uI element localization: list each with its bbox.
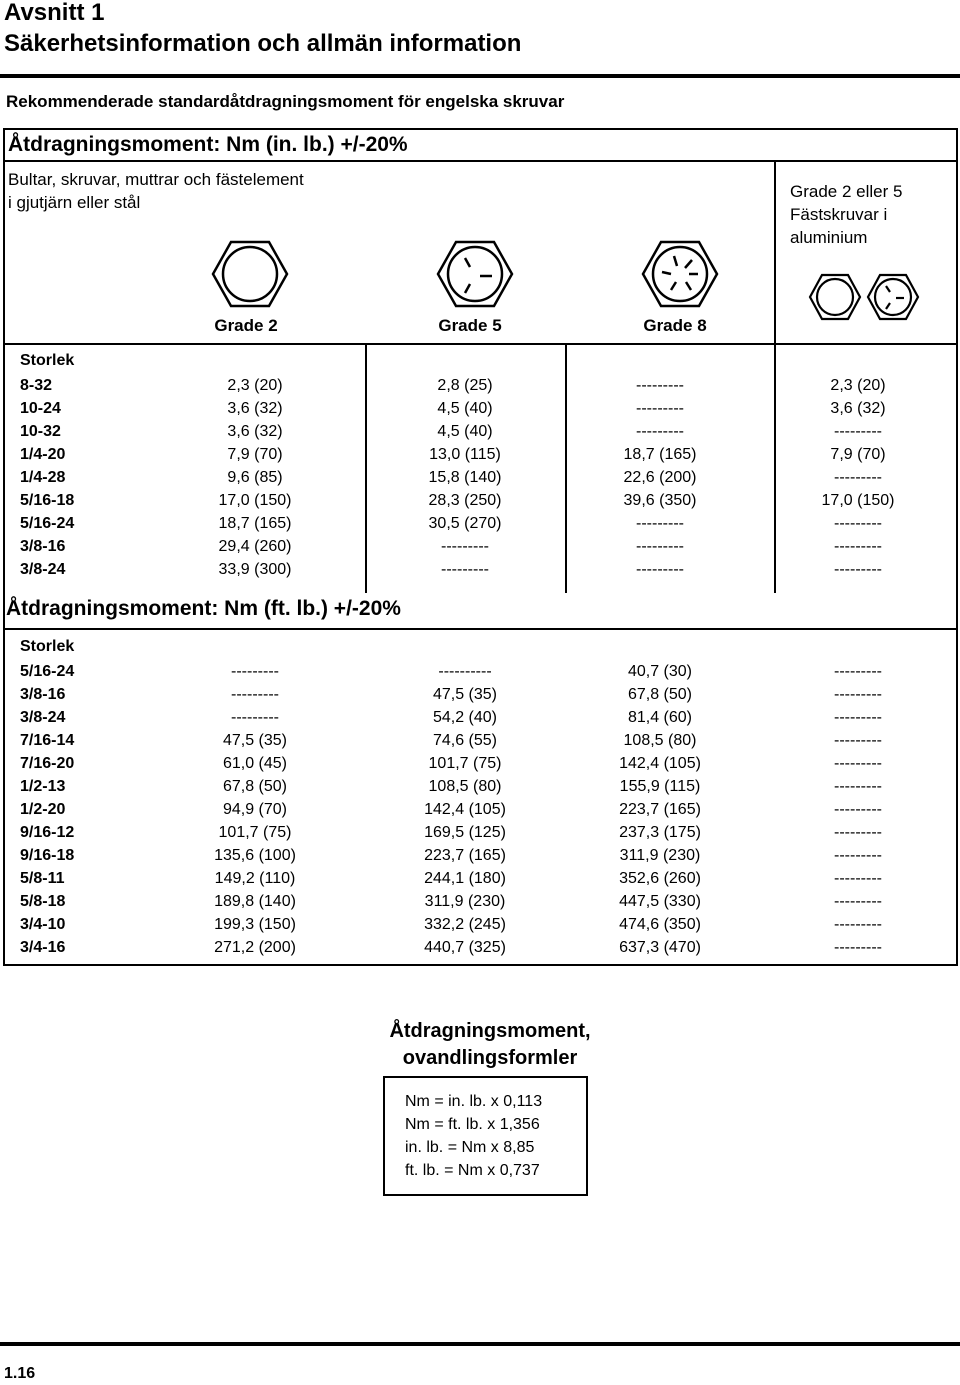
torque-cell: 74,6 (55) (432, 732, 498, 749)
torque-cell: --------- (636, 538, 684, 555)
torque-cell: 142,4 (105) (619, 755, 701, 772)
aluminium-grade-2-bolt-head-icon (808, 272, 862, 322)
size-cell: 1/2-13 (20, 778, 66, 795)
torque-cell: 637,3 (470) (619, 939, 701, 956)
torque-cell: 13,0 (115) (429, 446, 501, 463)
torque-cell: --------- (834, 801, 882, 818)
table-row (0, 558, 960, 581)
size-cell: 5/16-24 (20, 515, 75, 532)
torque-cell: ---------- (438, 663, 492, 680)
table-row (0, 374, 960, 397)
size-column-header: Storlek (20, 352, 75, 369)
torque-cell: 311,9 (230) (424, 893, 506, 910)
torque-cell: 15,8 (140) (428, 469, 502, 486)
torque-cell: 47,5 (35) (432, 686, 498, 703)
size-cell: 5/16-18 (20, 492, 75, 509)
size-cell: 8-32 (20, 377, 53, 394)
size-cell: 3/4-10 (20, 916, 66, 933)
size-cell: 3/8-16 (20, 686, 66, 703)
torque-cell: 3,6 (32) (227, 400, 283, 417)
conversion-formulas-box (383, 1076, 588, 1196)
torque-cell: --------- (636, 515, 684, 532)
torque-cell: --------- (441, 538, 489, 555)
torque-cell: --------- (834, 732, 882, 749)
torque-cell: 223,7 (165) (619, 801, 701, 818)
torque-cell: 447,5 (330) (619, 893, 701, 910)
grade-8-label: Grade 8 (643, 316, 707, 335)
table-row (0, 936, 960, 959)
table-row (0, 512, 960, 535)
torque-cell: --------- (231, 709, 279, 726)
section-title: Säkerhetsinformation och allmän information (4, 30, 522, 57)
page-number: 1.16 (4, 1365, 36, 1382)
torque-cell: --------- (636, 423, 684, 440)
torque-cell: 199,3 (150) (214, 916, 296, 933)
size-cell: 9/16-12 (20, 824, 75, 841)
table-row (0, 844, 960, 867)
torque-cell: --------- (834, 916, 882, 933)
size-cell: 3/8-24 (20, 561, 66, 578)
torque-cell: --------- (834, 538, 882, 555)
torque-cell: --------- (636, 400, 684, 417)
conversion-formulas-title (330, 1018, 650, 1072)
grade-8-bolt-head-icon (640, 238, 720, 310)
torque-cell: 108,5 (80) (623, 732, 697, 749)
torque-cell: 142,4 (105) (424, 801, 506, 818)
torque-cell: --------- (834, 870, 882, 887)
torque-cell: 223,7 (165) (424, 847, 506, 864)
torque-cell: 30,5 (270) (428, 515, 502, 532)
size-cell: 1/4-28 (20, 469, 66, 486)
aluminium-header-line2: Fästskruvar i (790, 205, 888, 224)
formula-line: Nm = in. lb. x 0,113 (405, 1093, 543, 1110)
table-row (0, 821, 960, 844)
divider (3, 628, 958, 630)
torque-cell: 81,4 (60) (627, 709, 693, 726)
torque-cell: --------- (834, 515, 882, 532)
table-row (0, 729, 960, 752)
formula-line: ft. lb. = Nm x 0,737 (405, 1162, 540, 1179)
torque-cell: 135,6 (100) (214, 847, 296, 864)
grade-5-label: Grade 5 (438, 316, 502, 335)
torque-cell: --------- (834, 561, 882, 578)
torque-cell: 352,6 (260) (619, 870, 701, 887)
torque-cell: 271,2 (200) (214, 939, 296, 956)
table-row (0, 660, 960, 683)
size-cell: 5/8-11 (20, 870, 65, 887)
torque-cell: 9,6 (85) (227, 469, 283, 486)
torque-cell: --------- (834, 663, 882, 680)
aluminium-grade-5-bolt-head-icon (866, 272, 920, 322)
grade-2-bolt-head-icon (210, 238, 290, 310)
size-cell: 3/4-16 (20, 939, 66, 956)
table-row (0, 890, 960, 913)
torque-cell: 40,7 (30) (627, 663, 693, 680)
torque-cell: 101,7 (75) (218, 824, 292, 841)
size-cell: 10-32 (20, 423, 61, 440)
size-cell: 3/8-16 (20, 538, 66, 555)
table-row (0, 752, 960, 775)
size-cell: 7/16-20 (20, 755, 75, 772)
torque-cell: 17,0 (150) (821, 492, 895, 509)
torque-cell: 18,7 (165) (218, 515, 292, 532)
torque-cell: --------- (636, 561, 684, 578)
torque-cell: 7,9 (70) (830, 446, 886, 463)
torque-cell: --------- (834, 423, 882, 440)
torque-cell: 28,3 (250) (428, 492, 502, 509)
table-row (0, 397, 960, 420)
table-row (0, 443, 960, 466)
torque-cell: 3,6 (32) (227, 423, 283, 440)
size-column-header: Storlek (20, 638, 75, 655)
torque-cell: --------- (636, 377, 684, 394)
divider (3, 343, 958, 345)
size-cell: 5/8-18 (20, 893, 66, 910)
torque-cell: 189,8 (140) (214, 893, 296, 910)
torque-cell: --------- (834, 847, 882, 864)
torque-cell: --------- (834, 893, 882, 910)
size-cell: 3/8-24 (20, 709, 66, 726)
size-cell: 1/2-20 (20, 801, 66, 818)
torque-cell: 33,9 (300) (218, 561, 292, 578)
torque-cell: --------- (834, 755, 882, 772)
size-cell: 1/4-20 (20, 446, 66, 463)
table-row (0, 706, 960, 729)
aluminium-header-line3: aluminium (790, 228, 868, 247)
formula-line: Nm = ft. lb. x 1,356 (405, 1116, 540, 1133)
torque-cell: 237,3 (175) (619, 824, 701, 841)
formula-title-line2: ovandlingsformler (402, 1047, 578, 1069)
section-number: Avsnitt 1 (4, 0, 105, 26)
torque-cell: --------- (834, 709, 882, 726)
formula-line: in. lb. = Nm x 8,85 (405, 1139, 535, 1156)
torque-cell: 61,0 (45) (222, 755, 288, 772)
formula-title-line1: Åtdragningsmoment, (389, 1020, 591, 1042)
torque-cell: 29,4 (260) (218, 538, 292, 555)
table-row (0, 798, 960, 821)
bolt-description-line2: i gjutjärn eller stål (8, 193, 141, 212)
torque-cell: 47,5 (35) (222, 732, 288, 749)
grade-2-label: Grade 2 (214, 316, 278, 335)
torque-cell: 332,2 (245) (424, 916, 506, 933)
torque-cell: 39,6 (350) (623, 492, 697, 509)
torque-cell: 244,1 (180) (424, 870, 506, 887)
bottom-rule (0, 1342, 960, 1346)
torque-cell: 67,8 (50) (222, 778, 288, 795)
torque-cell: 2,3 (20) (227, 377, 283, 394)
size-cell: 7/16-14 (20, 732, 75, 749)
torque-cell: 2,8 (25) (437, 377, 493, 394)
torque-cell: 101,7 (75) (428, 755, 502, 772)
torque-cell: --------- (834, 778, 882, 795)
table-row (0, 535, 960, 558)
table1-heading: Åtdragningsmoment: Nm (in. lb.) +/-20% (8, 133, 408, 156)
bolt-description-line1: Bultar, skruvar, muttrar och fästelement (8, 170, 304, 189)
torque-cell: 440,7 (325) (424, 939, 506, 956)
torque-cell: 18,7 (165) (623, 446, 697, 463)
torque-cell: 149,2 (110) (214, 870, 296, 887)
page-subtitle: Rekommenderade standardåtdragningsmoment för engelska skruvar (6, 92, 565, 111)
torque-cell: --------- (834, 469, 882, 486)
table-row (0, 683, 960, 706)
table-row (0, 867, 960, 890)
torque-cell: 4,5 (40) (437, 400, 493, 417)
torque-cell: 3,6 (32) (830, 400, 886, 417)
table2-heading: Åtdragningsmoment: Nm (ft. lb.) +/-20% (6, 597, 401, 620)
torque-cell: 4,5 (40) (437, 423, 493, 440)
torque-cell: --------- (834, 824, 882, 841)
torque-cell: 155,9 (115) (619, 778, 701, 795)
torque-cell: 54,2 (40) (432, 709, 498, 726)
grade-5-bolt-head-icon (435, 238, 515, 310)
table-row (0, 466, 960, 489)
torque-cell: --------- (834, 686, 882, 703)
torque-cell: 22,6 (200) (623, 469, 697, 486)
torque-cell: 17,0 (150) (218, 492, 292, 509)
torque-cell: 108,5 (80) (428, 778, 502, 795)
torque-cell: --------- (834, 939, 882, 956)
size-cell: 10-24 (20, 400, 61, 417)
torque-cell: --------- (231, 686, 279, 703)
torque-cell: 7,9 (70) (227, 446, 283, 463)
table-row (0, 913, 960, 936)
torque-cell: 311,9 (230) (619, 847, 701, 864)
table-row (0, 775, 960, 798)
table-row (0, 489, 960, 512)
size-cell: 5/16-24 (20, 663, 75, 680)
torque-cell: 474,6 (350) (619, 916, 701, 933)
divider (3, 160, 958, 162)
aluminium-header-line1: Grade 2 eller 5 (790, 182, 903, 201)
torque-cell: 67,8 (50) (627, 686, 693, 703)
torque-cell: --------- (441, 561, 489, 578)
torque-cell: 2,3 (20) (830, 377, 886, 394)
torque-cell: 169,5 (125) (424, 824, 506, 841)
torque-cell: 94,9 (70) (222, 801, 288, 818)
torque-cell: --------- (231, 663, 279, 680)
size-cell: 9/16-18 (20, 847, 75, 864)
top-rule (0, 74, 960, 78)
divider (774, 160, 776, 343)
table-row (0, 420, 960, 443)
